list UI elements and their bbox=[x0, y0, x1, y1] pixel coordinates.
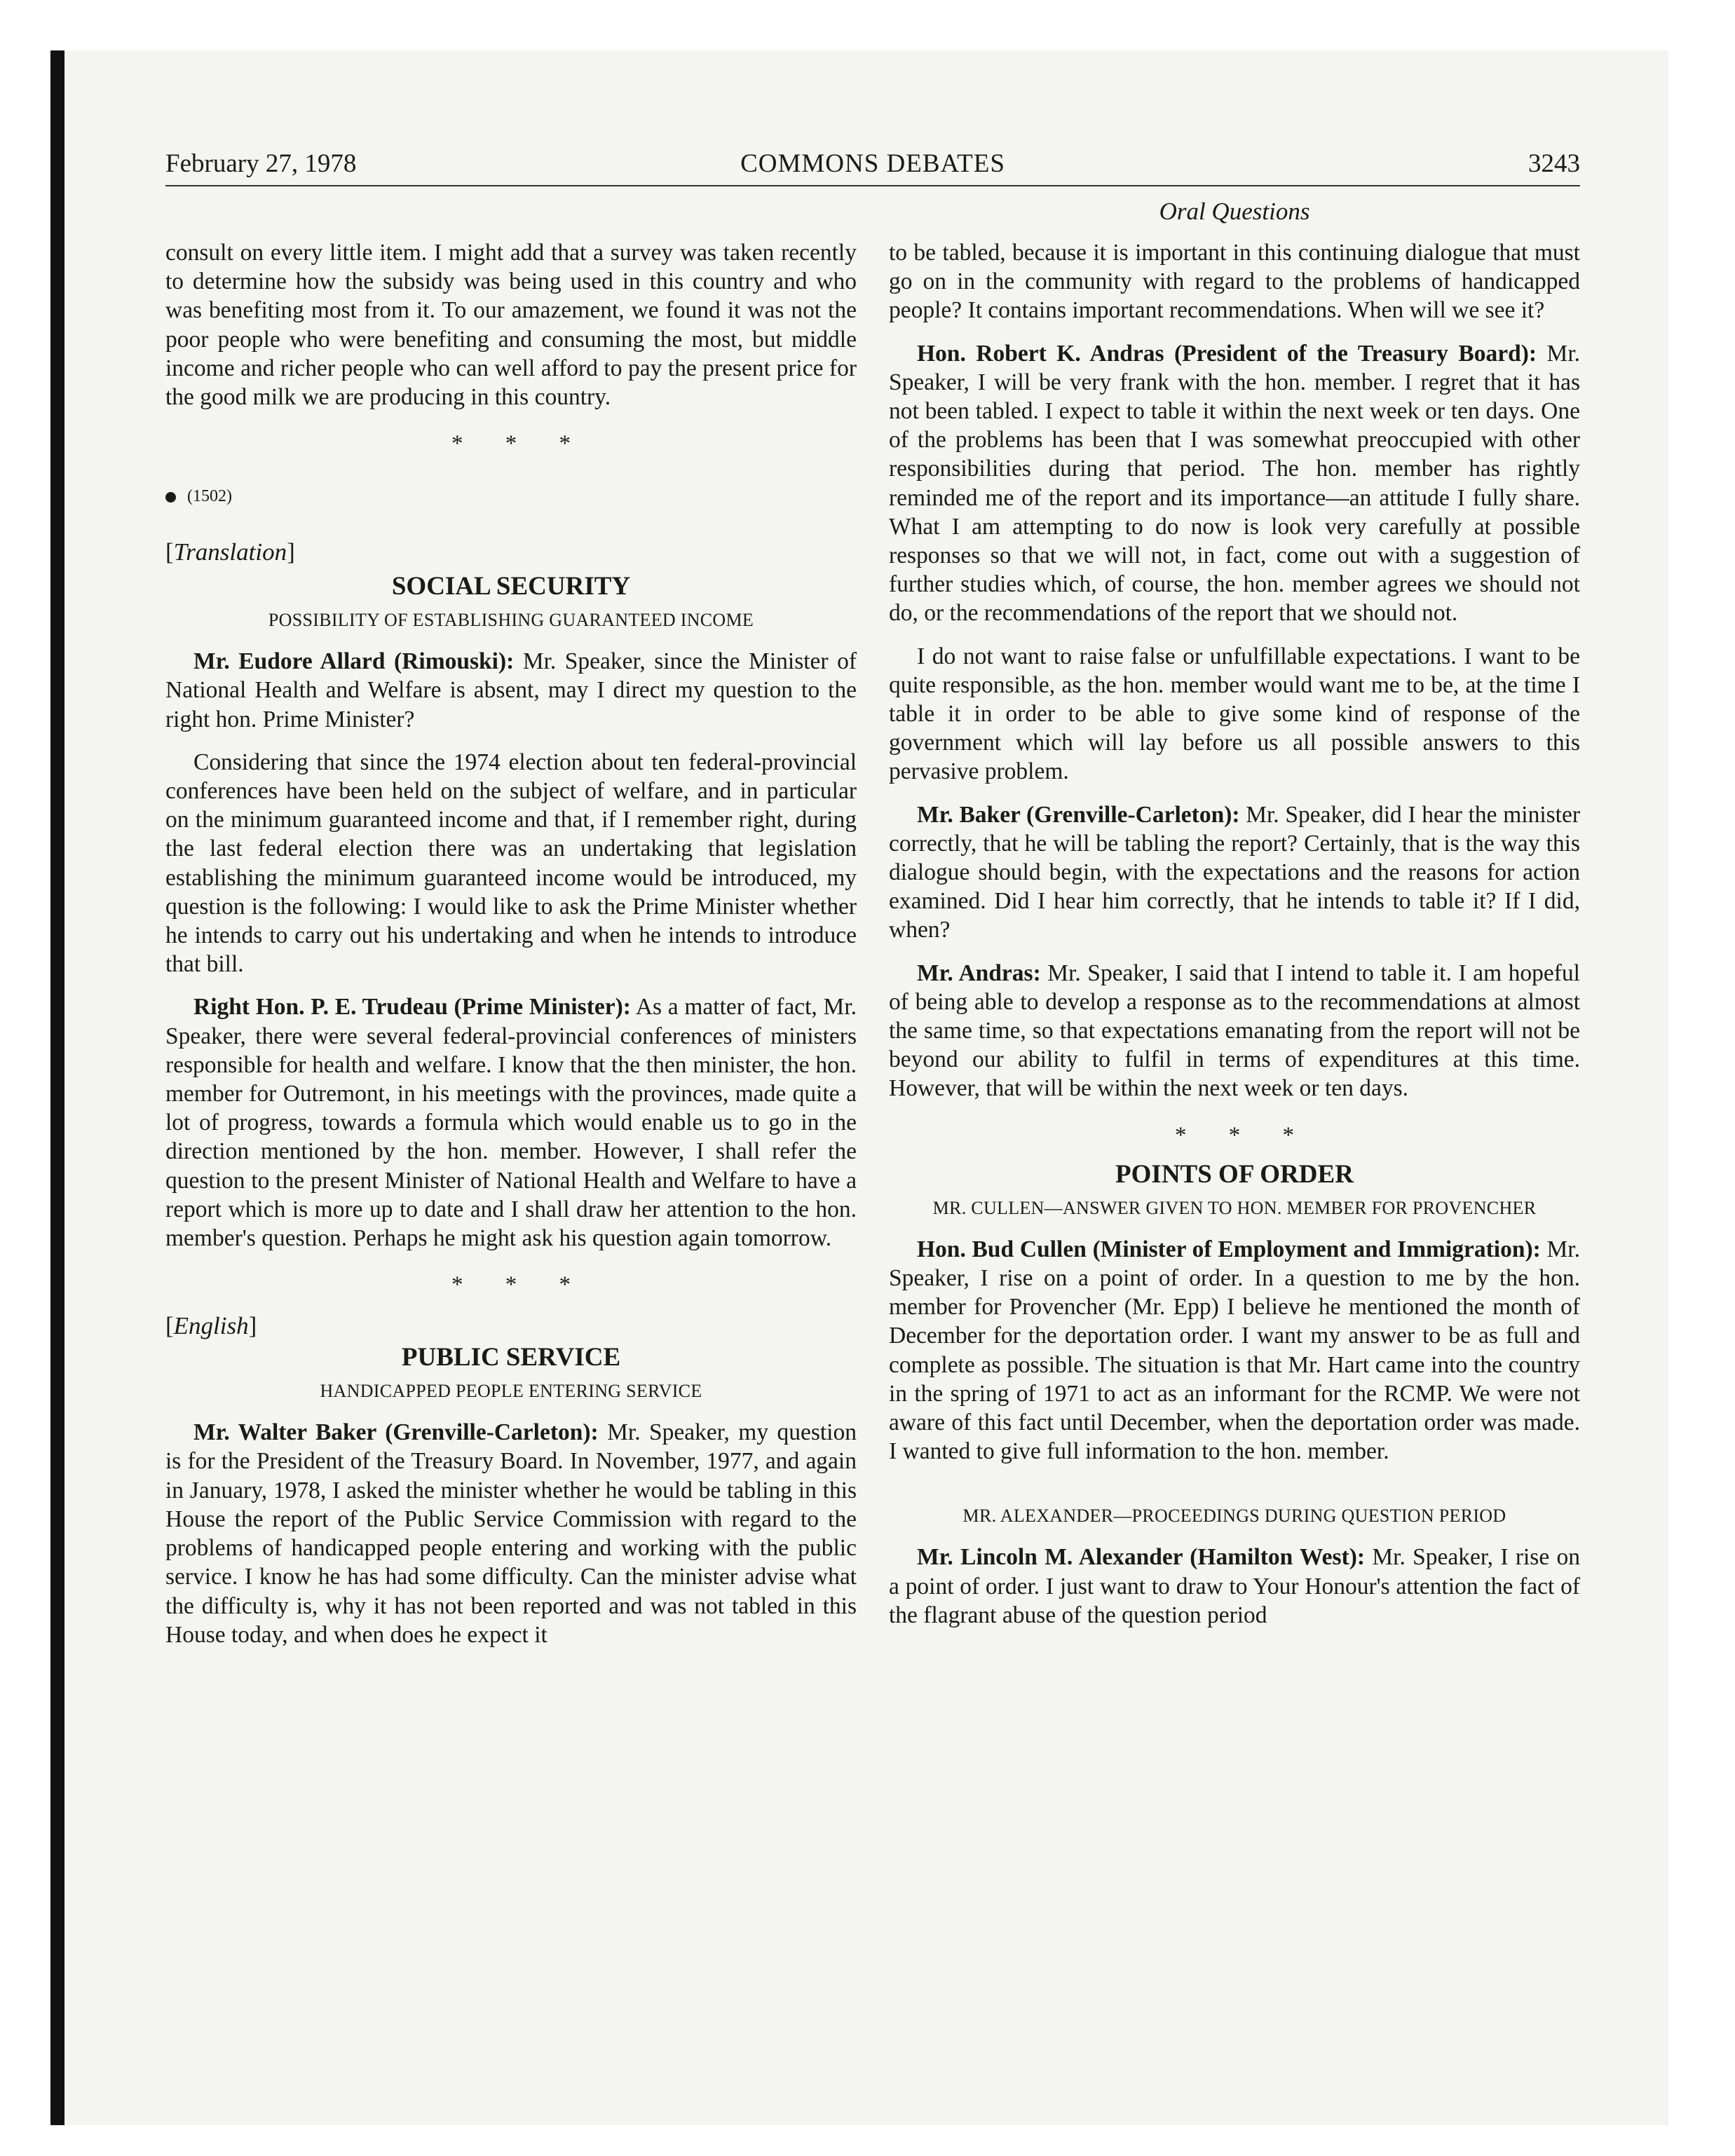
language-label: English bbox=[173, 1312, 249, 1340]
section-separator: * * * bbox=[1175, 1122, 1312, 1148]
paragraph: to be tabled, because it is important in this continuing dialogue that must go on in the community with regard to the problems of handicapped people? It contains important recommendations. When will we see it? bbox=[889, 240, 1580, 324]
left-column bbox=[165, 238, 857, 1649]
right-column bbox=[889, 238, 1580, 1630]
speech-paragraph bbox=[165, 992, 857, 1253]
paragraph: consult on every little item. I might add that a survey was taken recently to determine how the subsidy was being used in this country and who was benefiting most from it. To our amazement, we found it was not the poor people who were benefiting and consuming the most, but middle income and richer people who can well afford to pay the present price for the good milk we are producing in this country. bbox=[165, 240, 857, 411]
speaker-name: Mr. Eudore Allard (Rimouski): bbox=[193, 648, 515, 675]
rubric-subheading: MR. CULLEN—ANSWER GIVEN TO HON. MEMBER FOR PROVENCHER bbox=[932, 1197, 1537, 1218]
speaker-name: Mr. Lincoln M. Alexander (Hamilton West): bbox=[917, 1544, 1366, 1571]
section-separator: * * * bbox=[451, 431, 589, 457]
header-date: February 27, 1978 bbox=[165, 149, 357, 178]
speech-paragraph bbox=[889, 800, 1580, 945]
speech-text: Mr. Speaker, I rise on a point of order. In a question to me by the hon. member for Provencher (Mr. Epp) I believe he mentioned the month of December for the deportation order. I want my answer to be as full and complete as possible. The situation is that Mr. Hart came into the country in the spring of 1971 to act as an informant for the RCMP. We were not aware of this fact until December, when the deportation order was made. I wanted to give full information to the hon. member. bbox=[889, 1236, 1580, 1465]
language-note: [Translation] bbox=[165, 538, 295, 566]
section-separator: * * * bbox=[451, 1272, 589, 1298]
bullet-icon bbox=[165, 492, 176, 503]
speech-text: Mr. Speaker, I said that I intend to table it. I am hopeful of being able to develop a response as to the recommendations at almost the same time, so that expectations emanating from the report will not be beyond our ability to fulfil in terms of expenditures at this time. However, that will be within the next week or ten days. bbox=[889, 960, 1580, 1102]
paragraph: Considering that since the 1974 election about ten federal-provincial conferences have been held on the subject of welfare, and in particular on the minimum guaranteed income and that, if I remember right, during the last federal election there was an undertaking that legislation establishing the minimum guaranteed income would be introduced, my question is the following: I would like to ask the Prime Minister whether he intends to carry out his undertaking and when he intends to introduce that bill. bbox=[165, 749, 857, 978]
speech-paragraph bbox=[889, 339, 1580, 628]
paragraph: I do not want to raise false or unfulfillable expectations. I want to be quite responsible, as the hon. member would want me to be, at the time I table it in order to be able to give some kind of response of the government which will lay before us all possible answers to this pervasive problem. bbox=[889, 643, 1580, 785]
speaker-name: Mr. Baker (Grenville-Carleton): bbox=[917, 801, 1240, 828]
language-label: Translation bbox=[173, 538, 287, 566]
time-marker bbox=[165, 486, 857, 507]
running-header bbox=[165, 149, 1580, 186]
speech-paragraph bbox=[889, 959, 1580, 1103]
speech-text: Mr. Speaker, did I hear the minister correctly, that he will be tabling the report? Certainly, that is the way this dialogue should begin, with the expectations and the reasons for action examined. Did I hear him correctly, that he intends to table it? If I did, when? bbox=[889, 801, 1580, 943]
speech-paragraph bbox=[165, 1418, 857, 1649]
section-title: Oral Questions bbox=[1159, 198, 1310, 225]
page-number: 3243 bbox=[1528, 149, 1580, 178]
speech-paragraph bbox=[889, 1543, 1580, 1630]
speech-paragraph bbox=[889, 1235, 1580, 1466]
speaker-name: Mr. Walter Baker (Grenville-Carleton): bbox=[193, 1419, 599, 1446]
speech-text: Mr. Speaker, I rise on a point of order. I just want to draw to Your Honour's attention the fact of the flagrant abuse of the question period bbox=[889, 1544, 1581, 1628]
publication-title: COMMONS DEBATES bbox=[740, 149, 1005, 178]
scan-edge-bar bbox=[50, 50, 64, 2125]
rubric-heading: SOCIAL SECURITY bbox=[391, 572, 631, 601]
speech-text: Mr. Speaker, my question is for the President of the Treasury Board. In November, 1977, and again in January, 1978, I asked the minister whether he would be tabling in this House the report of the Public Service Commission with regard to the problems of handicapped people entering and working with the public service. I know he has had some difficulty. Can the minister advise what the difficulty is, why it has not been reported and was not tabled in this House today, and when does he expect it bbox=[165, 1419, 857, 1648]
rubric-heading: PUBLIC SERVICE bbox=[401, 1343, 621, 1372]
speaker-name: Mr. Andras: bbox=[917, 960, 1041, 986]
speech-text: As a matter of fact, Mr. Speaker, there were several federal-provincial conferences of ministers responsible for health and welfare. I know that the then minister, the hon. member for Outremont, in his meetings with the provinces, made quite a lot of progress, towards a formula which would enable us to go in the direction mentioned by the hon. member. However, I shall refer the question to the present Minister of National Health and Welfare to have a report which is more up to date and I shall draw her attention to the hon. member's question. Perhaps he might ask his question again tomorrow. bbox=[165, 994, 857, 1252]
language-note: [English] bbox=[165, 1312, 257, 1340]
speaker-name: Hon. Bud Cullen (Minister of Employment and Immigration): bbox=[917, 1236, 1541, 1262]
rubric-subheading: HANDICAPPED PEOPLE ENTERING SERVICE bbox=[320, 1381, 702, 1402]
speaker-name: Hon. Robert K. Andras (President of the Treasury Board): bbox=[917, 340, 1537, 367]
rubric-heading: POINTS OF ORDER bbox=[1115, 1159, 1354, 1189]
speaker-name: Right Hon. P. E. Trudeau (Prime Minister): bbox=[193, 994, 631, 1021]
rubric-subheading: POSSIBILITY OF ESTABLISHING GUARANTEED INCOME bbox=[268, 610, 754, 631]
speech-text: Mr. Speaker, I will be very frank with the hon. member. I regret that it has not been tabled. I expect to table it within the next week or ten days. One of the problems has been that I was somewhat preoccupied with other responsibilities during that period. The hon. member has rightly reminded me of the report and its importance—an attitude I fully share. What I am attempting to do now is look very carefully at possible responses so that we will not, in fact, come out with a suggestion of further studies which, of course, the hon. member agrees we should not do, or the recommendations of the report that we should not. bbox=[889, 340, 1581, 627]
speech-paragraph bbox=[165, 647, 857, 734]
rubric-subheading: MR. ALEXANDER—PROCEEDINGS DURING QUESTION PERIOD bbox=[962, 1506, 1506, 1527]
speech-text: Mr. Speaker, since the Minister of National Health and Welfare is absent, may I direct my question to the right hon. Prime Minister? bbox=[165, 648, 857, 732]
time-marker-text: (1502) bbox=[187, 487, 232, 506]
